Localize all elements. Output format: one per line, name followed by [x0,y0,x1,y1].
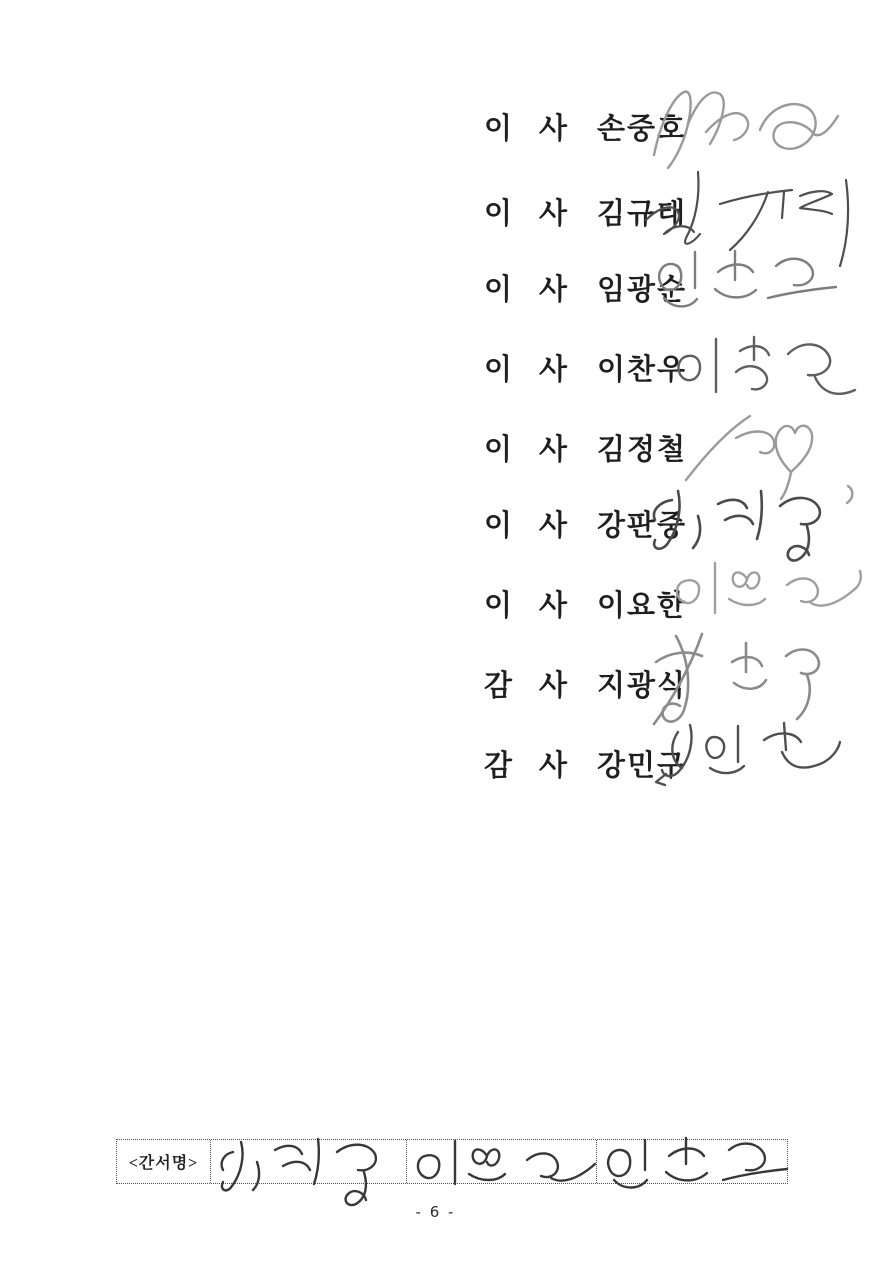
footer-box-label: <간서명> [128,1155,199,1172]
role-label: 사 [539,750,568,782]
handwritten-signature [601,1136,796,1194]
role-label: 사 [539,434,568,466]
signatory-name: 강민구 [597,750,688,782]
role-label: 사 [539,354,568,386]
signatory-name: 손중호 [597,113,688,145]
handwritten-signature [652,246,842,326]
role-label: 사 [539,670,568,702]
handwritten-signature [215,1134,405,1210]
signatory-name: 김정철 [597,434,688,466]
handwritten-signature [411,1136,601,1194]
role-label: 사 [539,590,568,622]
page-number: - 6 - [415,1203,456,1221]
footer-signature-cell [596,1140,787,1183]
signatory-name: 이찬우 [597,354,688,386]
signatory-row [484,427,688,466]
handwritten-signature [672,334,862,412]
handwritten-signature [652,720,852,792]
role-label: 사 [539,113,568,145]
role-label: 이 [484,354,513,386]
footer-signature-cell [406,1140,596,1183]
inter-page-signature-box [116,1139,788,1184]
role-label: 이 [484,274,513,306]
signatory-name: 이요한 [597,590,688,622]
signatory-row [484,347,688,386]
signatory-name: 지광식 [597,670,688,702]
footer-signature-cell [210,1140,406,1183]
role-label: 사 [539,274,568,306]
signatory-name: 강판중 [597,510,688,542]
role-label: 감 [484,670,513,702]
role-label: 이 [484,510,513,542]
role-label: 감 [484,750,513,782]
signatory-row [484,583,688,622]
signatory-name: 임광순 [597,274,688,306]
handwritten-signature [670,556,865,638]
role-label: 사 [539,198,568,230]
role-label: 이 [484,113,513,145]
role-label: 사 [539,510,568,542]
signatory-name: 김규태 [597,198,688,230]
role-label: 이 [484,198,513,230]
role-label: 이 [484,434,513,466]
role-label: 이 [484,590,513,622]
